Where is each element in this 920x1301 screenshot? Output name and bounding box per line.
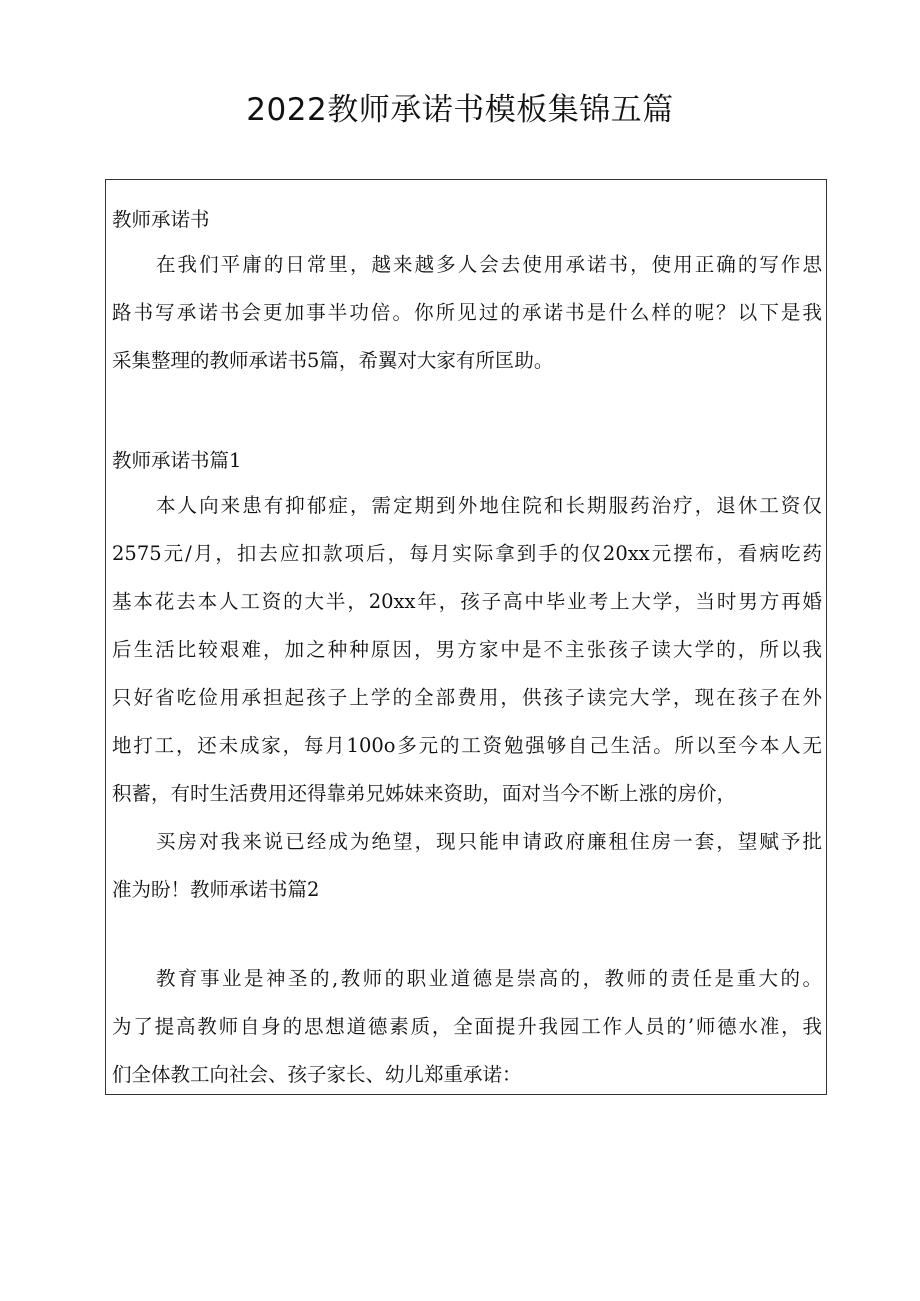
- document-title: 2022教师承诺书模板集锦五篇: [246, 92, 674, 128]
- blank-line: [112, 914, 826, 955]
- section1-para2-line-2: 准为盼！教师承诺书篇2: [112, 878, 320, 901]
- section2-line-3: 们全体教工向社会、孩子家长、幼儿郑重承诺：: [112, 1063, 522, 1086]
- section2-line-2: 为了提高教师自身的思想道德素质，全面提升我园工作人员的’师德水准，我: [112, 1015, 822, 1038]
- section1-line-6: 地打工，还未成家，每月100o多元的工资勉强够自己生活。所以至今本人无: [112, 734, 822, 757]
- section1-heading: 教师承诺书篇1: [112, 449, 242, 472]
- section1-line-4: 后生活比较艰难，加之种种原因，男方家中是不主张孩子读大学的，所以我: [112, 638, 822, 661]
- intro-line-3: 采集整理的教师承诺书5篇，希翼对大家有所匡助。: [112, 349, 554, 372]
- section2-line-1: 教育事业是神圣的,教师的职业道德是崇高的，教师的责任是重大的。: [156, 967, 822, 990]
- section1-line-5: 只好省吃俭用承担起孩子上学的全部费用，供孩子读完大学，现在孩子在外: [112, 686, 822, 709]
- section1-line-2: 2575元/月，扣去应扣款项后，每月实际拿到手的仅20xx元摆布，看病吃药: [112, 542, 822, 565]
- intro-line-1: 在我们平庸的日常里，越来越多人会去使用承诺书，使用正确的写作思: [156, 253, 822, 276]
- content-box: [105, 179, 827, 1095]
- intro-line-2: 路书写承诺书会更加事半功倍。你所见过的承诺书是什么样的呢？以下是我: [112, 301, 822, 324]
- section1-line-3: 基本花去本人工资的大半，20xx年，孩子高中毕业考上大学，当时男方再婚: [112, 590, 822, 613]
- section-heading: 教师承诺书: [112, 208, 210, 231]
- section1-line-1: 本人向来患有抑郁症，需定期到外地住院和长期服药治疗，退休工资仅: [156, 494, 822, 517]
- section1-line-7: 积蓄，有时生活费用还得靠弟兄姊妹来资助，面对当今不断上涨的房价，: [112, 782, 737, 805]
- blank-line: [112, 385, 826, 439]
- section1-para2-line-1: 买房对我来说已经成为绝望，现只能申请政府廉租住房一套，望赋予批: [156, 830, 822, 853]
